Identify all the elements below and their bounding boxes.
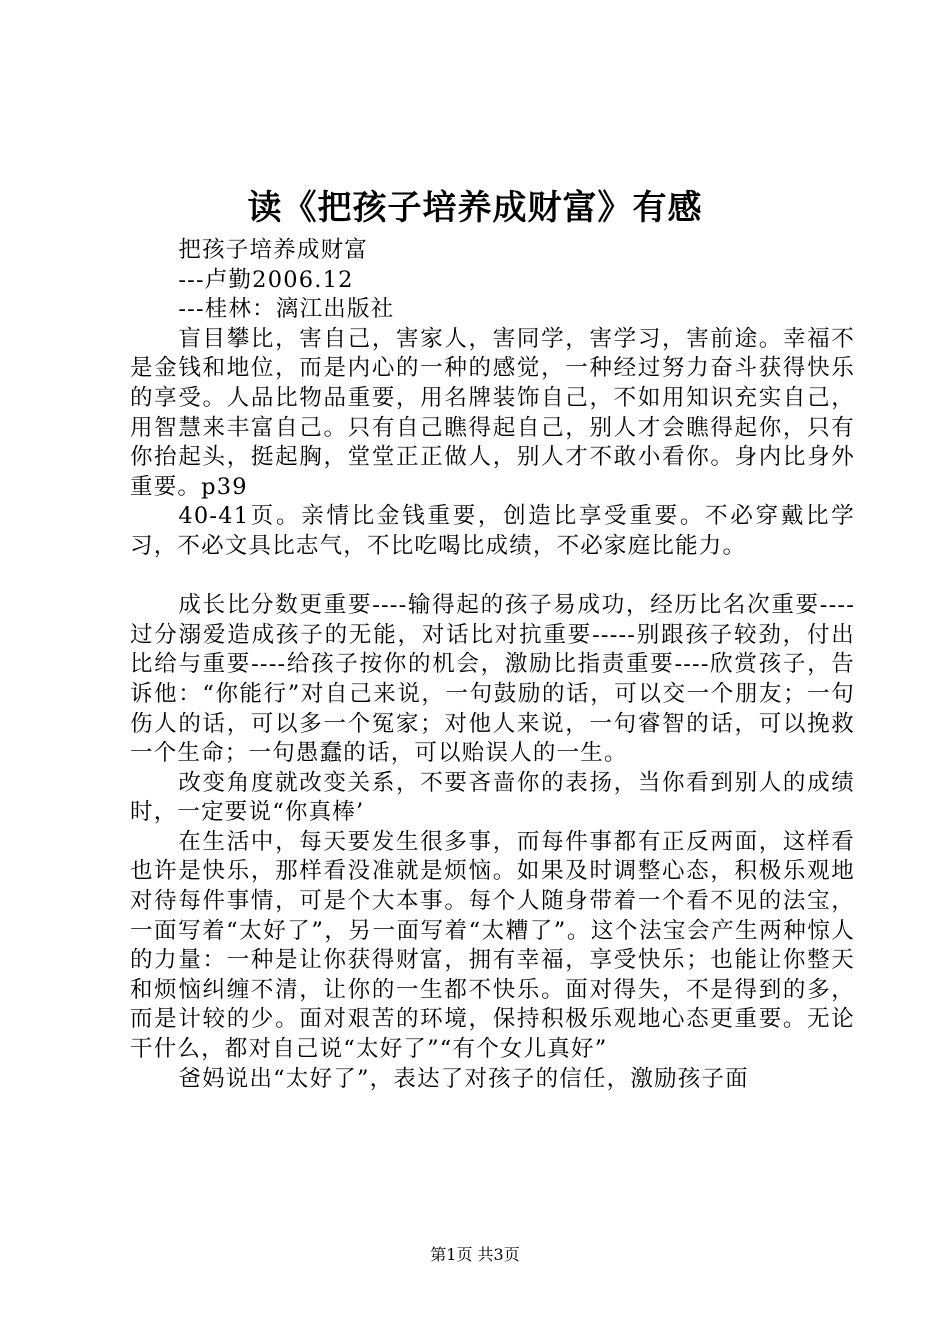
paragraph-text: 爸妈说出“太好了”，表达了对孩子的信任，激励孩子面 (178, 1065, 749, 1092)
paragraph-text: 成长比分数更重要----输得起的孩子易成功，经历比名次重要----过分溺爱造成孩子的无能，对话比对抗重要-----别跟孩子较劲，付出比给与重要----给孩子按你的机会，激励比指责重要----欣赏孩子，告诉他：“你能行”对自己来说，一句鼓励的话，可以交一个朋友；一句伤人的话，可以多一个冤家；对他人来说，一句睿智的话，可以挽救一个生命；一句愚蠢的话，可以贻误人的一生。 (130, 592, 855, 767)
paragraph-blank (130, 562, 855, 592)
paragraph-text: 在生活中，每天要发生很多事，而每件事都有正反两面，这样看也许是快乐，那样看没准就是烦恼。如果及时调整心态，积极乐观地对待每件事情，可是个大本事。每个人随身带着一个看不见的法宝，一面写着“太好了”，另一面写着“太糟了”。这个法宝会产生两种惊人的力量：一种是让你获得财富，拥有幸福，享受快乐；也能让你整天和烦恼纠缠不清，让你的一生都不快乐。面对得失，不是得到的多，而是计较的少。面对艰苦的环境，保持积极乐观地心态更重要。无论干什么，都对自己说“太好了”“有个女儿真好” (130, 828, 855, 1063)
paragraph-text: 盲目攀比，害自己，害家人，害同学，害学习，害前途。幸福不是金钱和地位，而是内心的一种的感觉，一种经过努力奋斗获得快乐的享受。人品比物品重要，用名牌装饰自己，不如用知识充实自己，用智慧来丰富自己。只有自己瞧得起自己，别人才会瞧得起你，只有你抬起头，挺起胸，堂堂正正做人，别人才不敢小看你。身内比身外重要。p39 (130, 325, 855, 500)
document-title: 读《把孩子培养成财富》有感 (247, 188, 703, 228)
paragraph-text: 40-41页。亲情比金钱重要，创造比享受重要。不必穿戴比学习，不必文具比志气，不比吃喝比成绩，不必家庭比能力。 (130, 503, 855, 559)
document-body (130, 236, 855, 1094)
paragraph-text: 改变角度就改变关系，不要吝啬你的表扬，当你看到别人的成绩时，一定要说“你真棒’ (130, 769, 855, 826)
page-footer: 第1页 共3页 (430, 1245, 520, 1264)
paragraph-publisher: ---桂林：漓江出版社 (178, 296, 395, 323)
paragraph-book-title: 把孩子培养成财富 (178, 237, 368, 263)
paragraph-author: ---卢勤2006.12 (178, 266, 354, 293)
